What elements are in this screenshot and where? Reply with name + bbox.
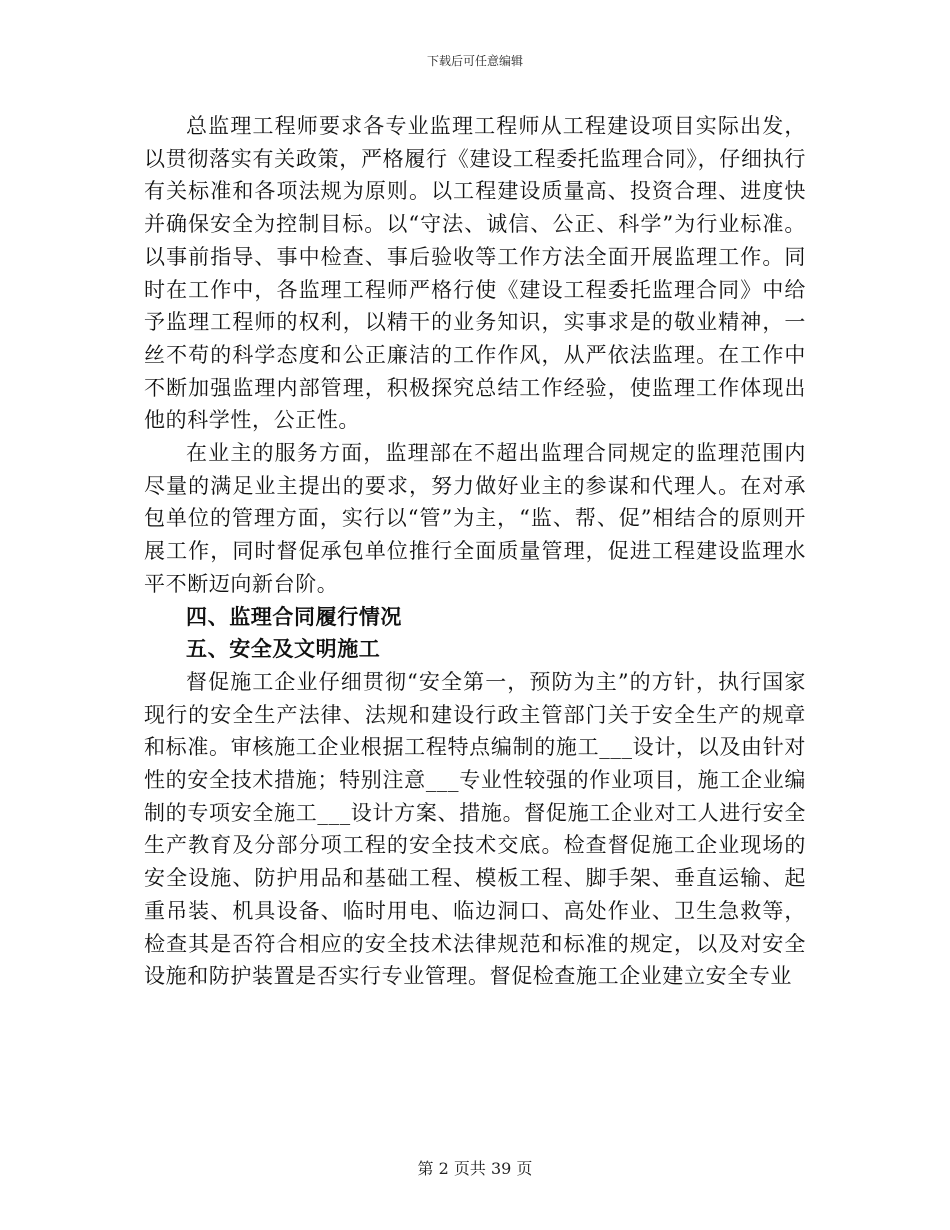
document-body [144,110,806,993]
section-heading-safety-construction: 五、安全及文明施工 [186,637,381,662]
paragraph-supervision-principles: 总监理工程师要求各专业监理工程师从工程建设项目实际出发，以贯彻落实有关政策，严格履行《建设工程委托监理合同》，仔细执行有关标准和各项法规为原则。以工程建设质量高、投资合理、进度快并确保安全为控制目标。以“守法、诚信、公正、科学”为行业标准。以事前指导、事中检查、事后验收等工作方法全面开展监理工作。同时在工作中，各监理工程师严格行使《建设工程委托监理合同》中给予监理工程师的权利，以精干的业务知识，实事求是的敬业精神，一丝不苟的科学态度和公正廉洁的工作作风，从严依法监理。在工作中不断加强监理内部管理，积极探究总结工作经验，使监理工作体现出他的科学性，公正性。 [144,114,806,433]
page-header: 下载后可任意编辑 [426,54,523,68]
page-footer: 第 2 页共 39 页 [417,1159,533,1178]
paragraph-safety-supervision: 督促施工企业仔细贯彻“安全第一，预防为主”的方针，执行国家现行的安全生产法律、法规和建设行政主管部门关于安全生产的规章和标准。审核施工企业根据工程特点编制的施工___设计，以及由针对性的安全技术措施；特别注意___专业性较强的作业项目，施工企业编制的专项安全施工___设计方案、措施。督促施工企业对工人进行安全生产教育及分部分项工程的安全技术交底。检查督促施工企业现场的安全设施、防护用品和基础工程、模板工程、脚手架、垂直运输、起重吊装、机具设备、临时用电、临边洞口、高处作业、卫生急救等，检查其是否符合相应的安全技术法律规范和标准的规定，以及对安全设施和防护装置是否实行专业管理。督促检查施工企业建立安全专业 [144,669,806,989]
section-heading-contract-performance: 四、监理合同履行情况 [186,604,402,629]
paragraph-owner-service: 在业主的服务方面，监理部在不超出监理合同规定的监理范围内尽量的满足业主提出的要求，努力做好业主的参谋和代理人。在对承包单位的管理方面，实行以“管”为主，“监、帮、促”相结合的原则开展工作，同时督促承包单位推行全面质量管理，促进工程建设监理水平不断迈向新台阶。 [144,441,806,596]
